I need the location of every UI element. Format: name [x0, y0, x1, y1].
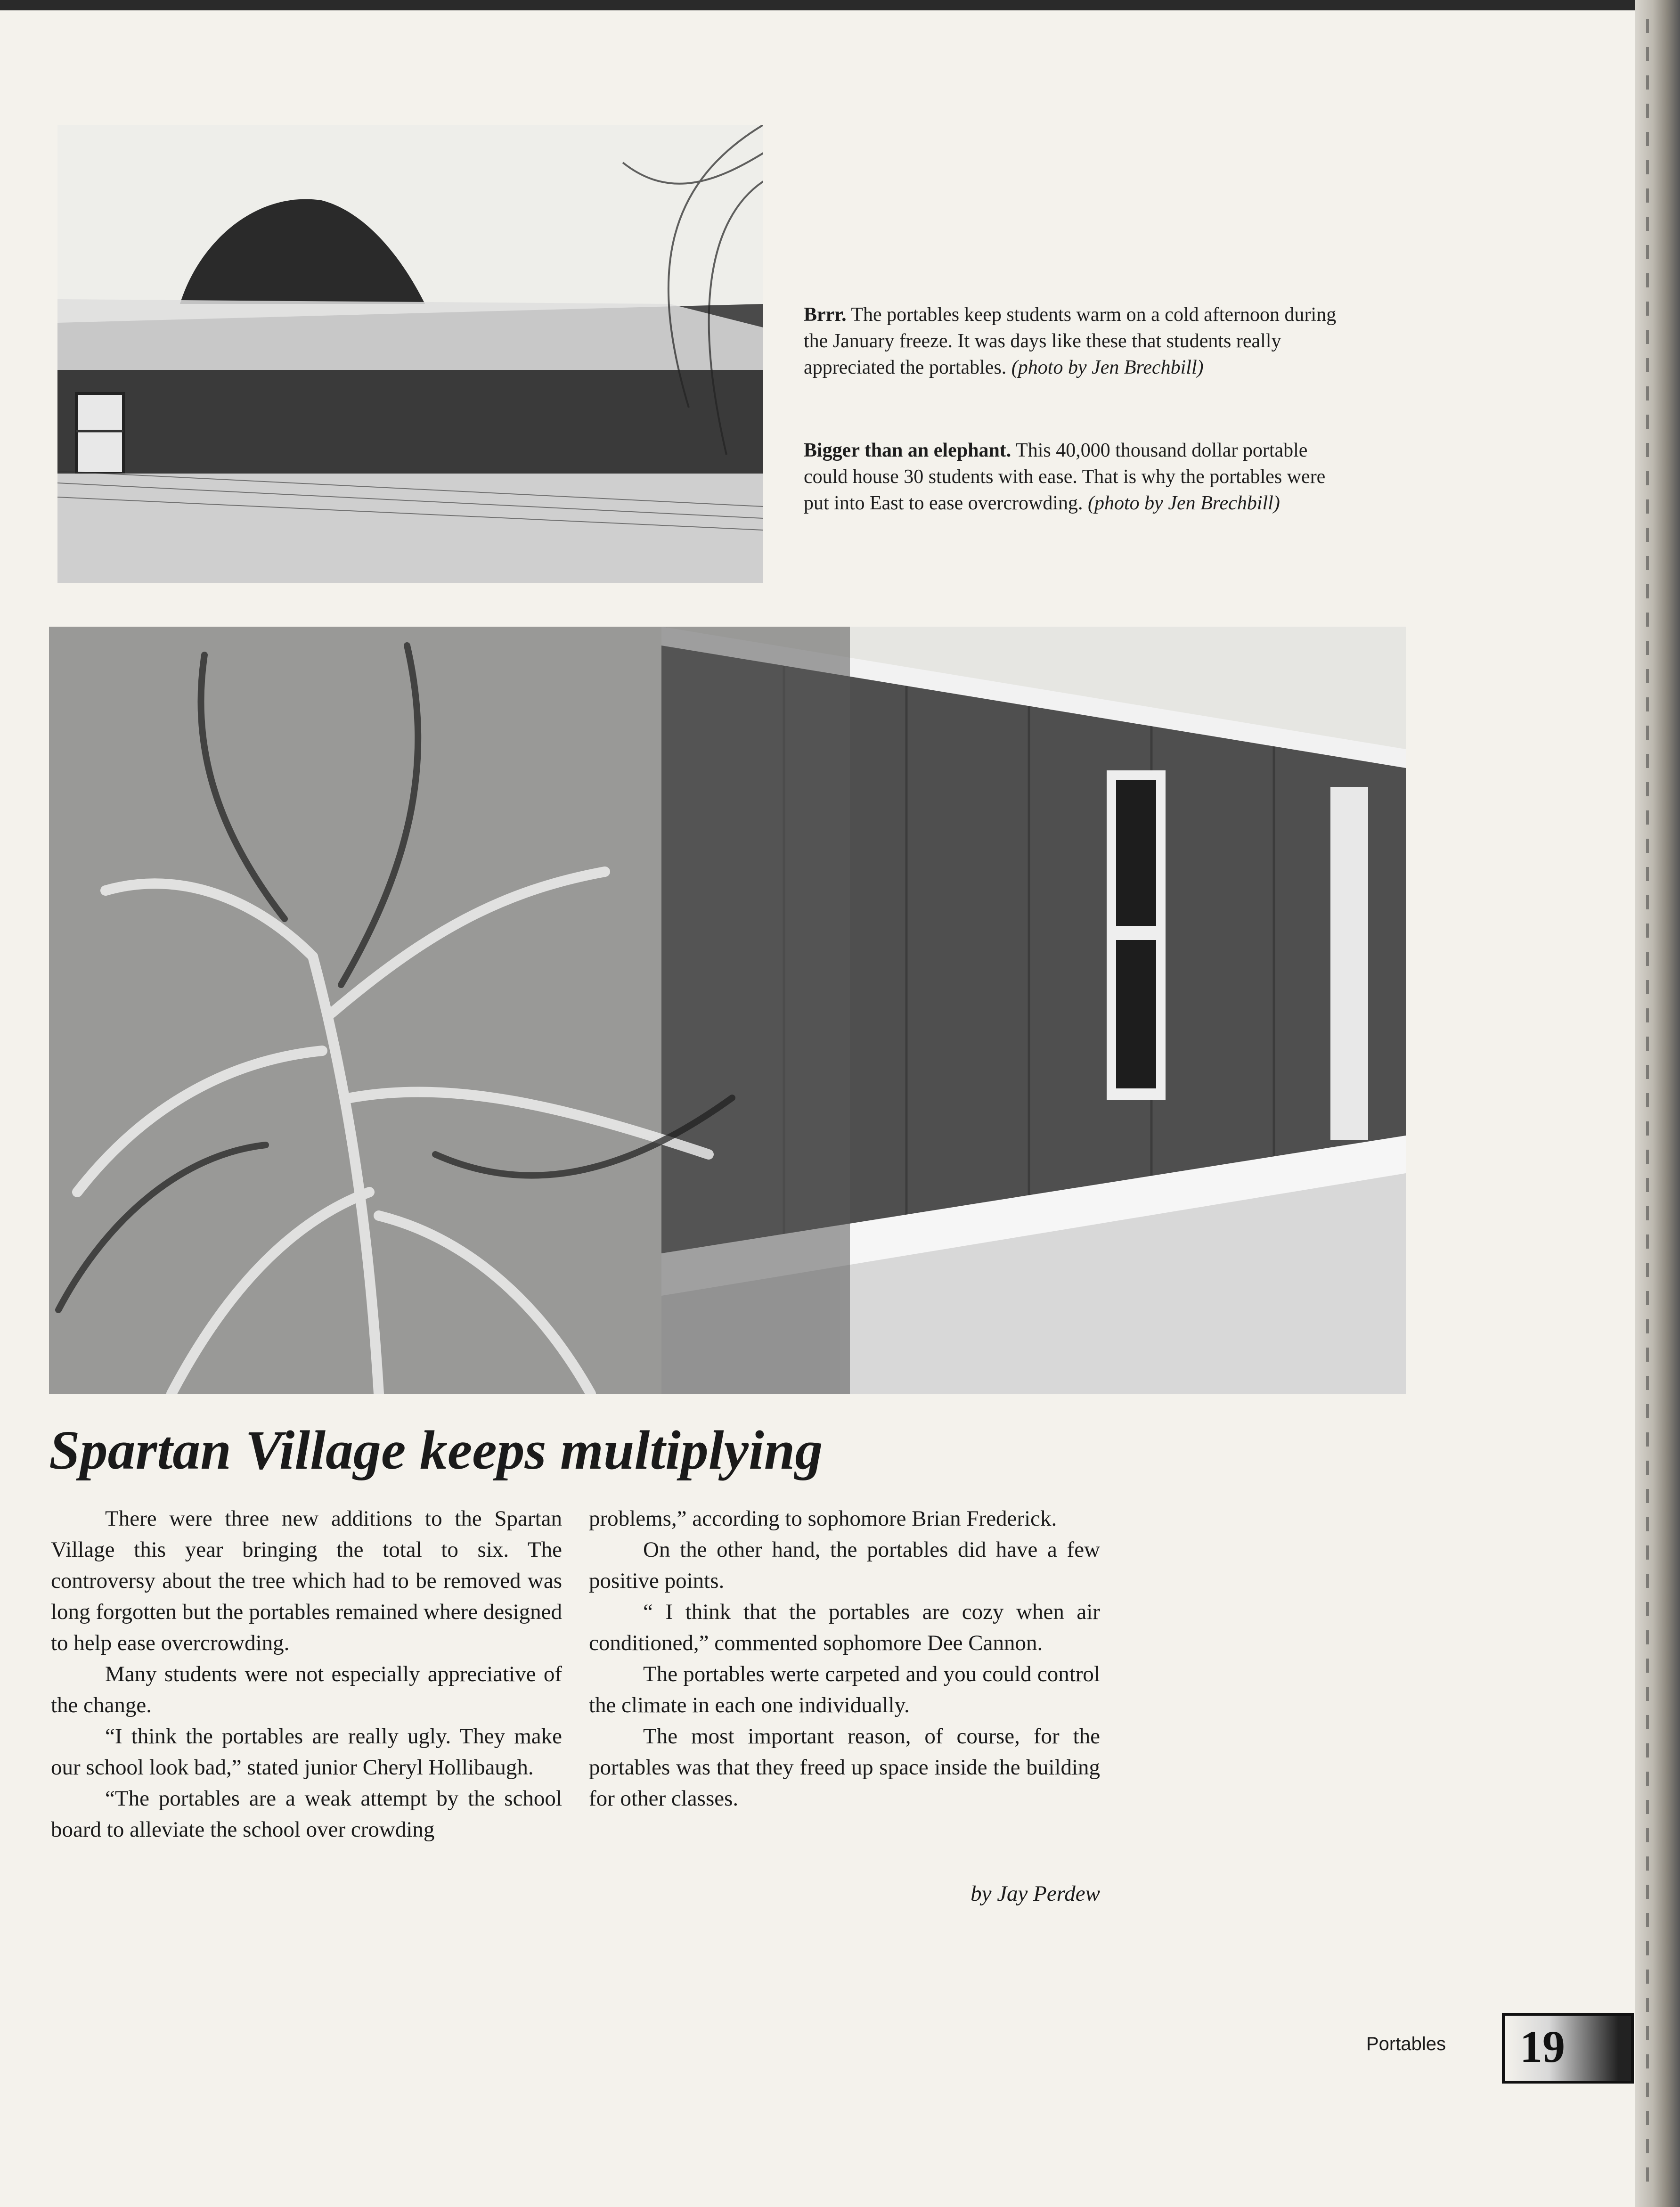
caption-2-text: This 40,000 thousand dollar portable could house 30 students with ease. That is why the portables were put into East to ease overcrowding. [804, 440, 1326, 514]
article-paragraph: The most important reason, of course, for the portables was that they freed up space inside the building for other classes. [589, 1724, 1100, 1811]
caption-1-credit: (photo by Jen Brechbill) [1011, 357, 1204, 378]
caption-2-lead: Bigger than an elephant. [804, 440, 1011, 461]
photo-caption-1 [804, 302, 1350, 381]
caption-1-lead: Brrr. [804, 304, 847, 326]
article-paragraph: “The portables are a weak attempt by the school board to alleviate the school over crowding [51, 1786, 562, 1842]
section-label: Portables [1366, 2034, 1446, 2054]
article-byline: by Jay Perdew [970, 1881, 1100, 1906]
article-paragraph: On the other hand, the portables did have a few positive points. [589, 1537, 1100, 1593]
article-paragraph: The portables werte carpeted and you could control the climate in each one individually. [589, 1662, 1100, 1717]
article-paragraph: There were three new additions to the Spartan Village this year bringing the total to six. The controversy about the tree which had to be removed was long forgotten but the portables remained where designed to help ease overcrowding. [51, 1506, 562, 1655]
article-column-right [589, 1503, 1100, 1814]
article-paragraph: “ I think that the portables are cozy when air conditioned,” commented sophomore Dee Cannon. [589, 1600, 1100, 1655]
caption-2-credit: (photo by Jen Brechbill) [1088, 492, 1280, 514]
caption-1-text: The portables keep students warm on a cold afternoon during the January freeze. It was days like these that students really appreciated the portables. [804, 304, 1337, 378]
article-paragraph: Many students were not especially appreciative of the change. [51, 1662, 562, 1717]
article-headline: Spartan Village keeps multiplying [49, 1419, 823, 1481]
top-edge [0, 0, 1680, 10]
article-paragraph: “I think the portables are really ugly. They make our school look bad,” stated junior Cheryl Hollibaugh. [51, 1724, 562, 1780]
article-paragraph-continuation: problems,” according to sophomore Brian Frederick. [589, 1506, 1057, 1531]
page-number: 19 [1520, 2021, 1565, 2072]
page-number-box [1502, 2013, 1634, 2084]
article-column-left [51, 1503, 562, 1845]
photo-caption-2 [804, 437, 1350, 516]
binding-stitching [1646, 19, 1649, 2186]
photo-portable-winter [57, 125, 763, 583]
page-binding [1635, 0, 1680, 2207]
photo-portable-with-pine [49, 627, 1406, 1394]
